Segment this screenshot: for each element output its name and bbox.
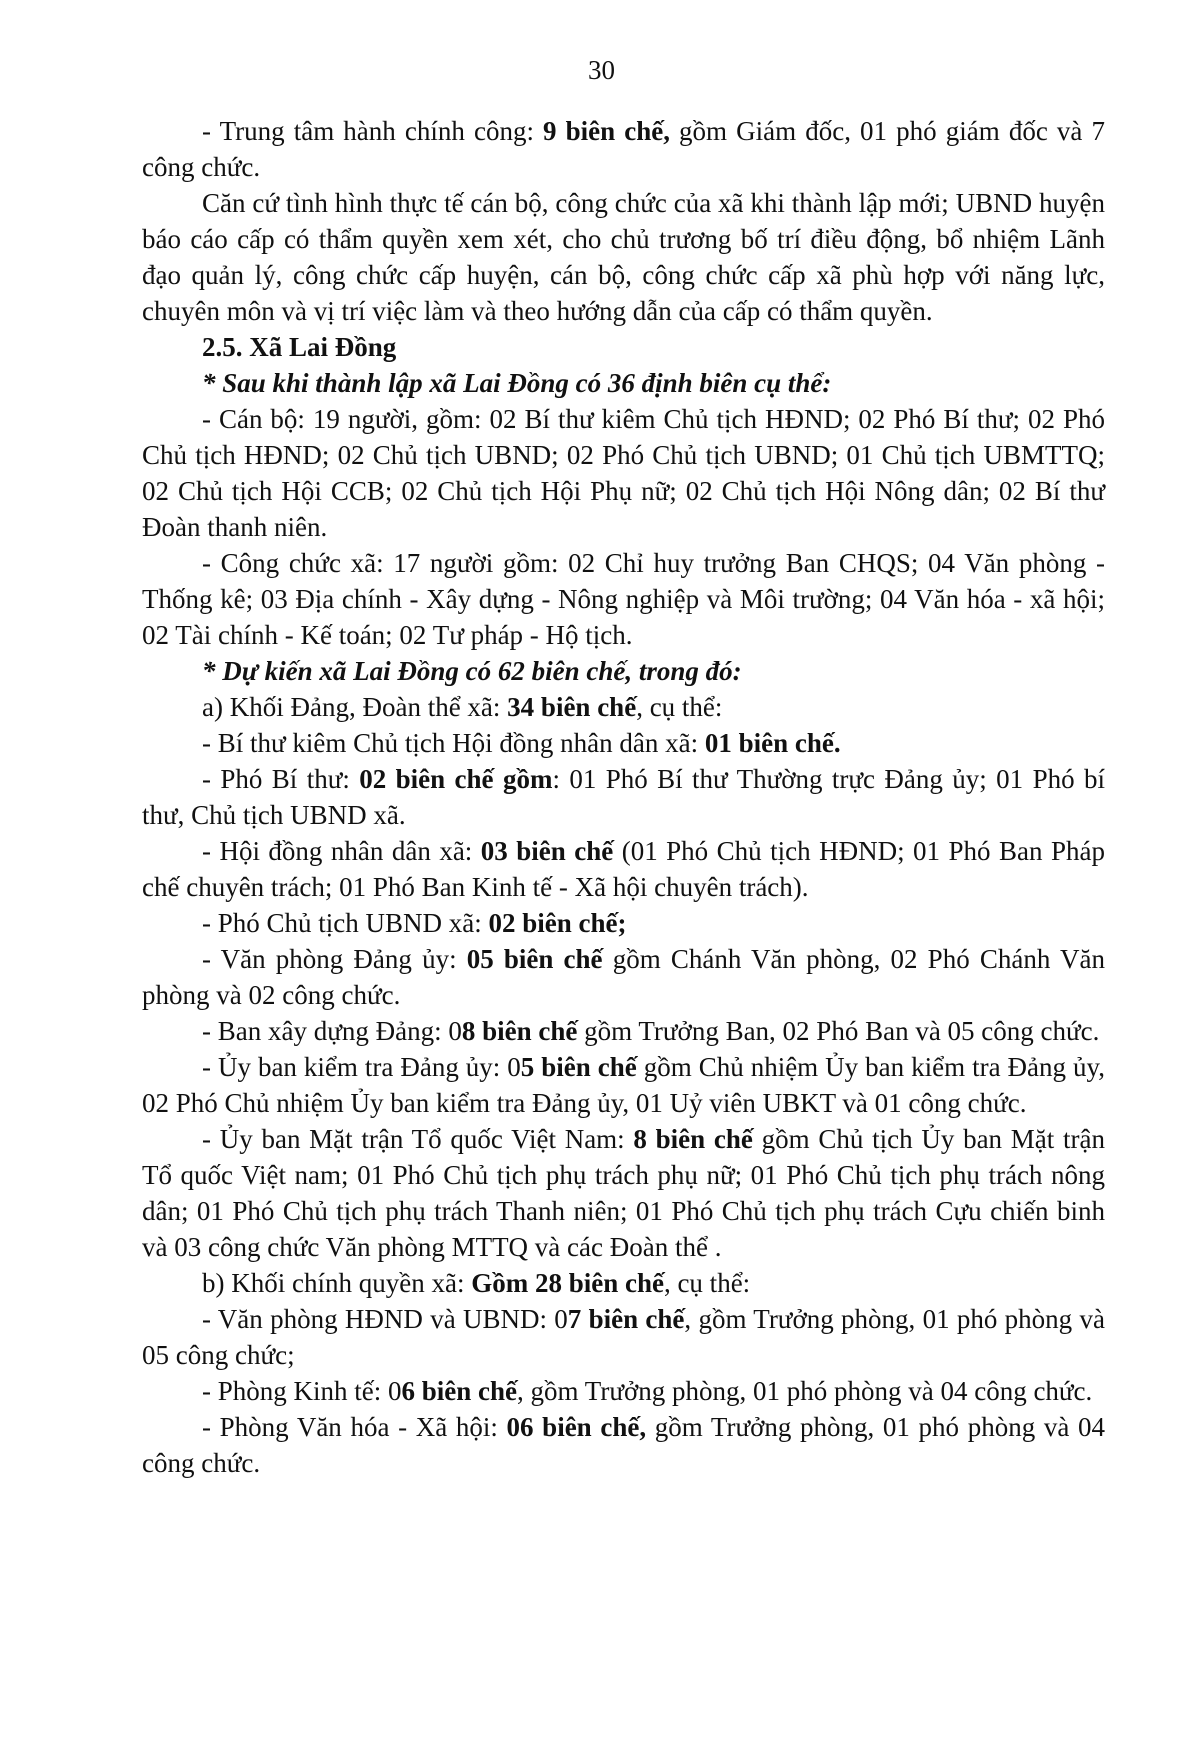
text-run: gồm Chủ nhiệm Ủy ban kiểm tra Đảng ủy, 02 Phó Chủ nhiệm Ủy ban kiểm tra Đảng ủy, 01 Uỷ viên UBKT và 01 công chức. — [142, 1052, 1105, 1118]
document-body — [142, 113, 1105, 1481]
text-run: - Công chức xã: 17 người gồm: 02 Chỉ huy trưởng Ban CHQS; 04 Văn phòng - Thống kê; 03 Địa chính - Xây dựng - Nông nghiệp và Môi trường; 04 Văn hóa - xã hội; 02 Tài chính - Kế toán; 02 Tư pháp - Hộ tịch. — [142, 548, 1105, 650]
text-run: - Hội đồng nhân dân xã: — [202, 836, 481, 866]
paragraph — [142, 1301, 1105, 1373]
text-run: - Phòng Văn hóa - Xã hội: — [202, 1412, 507, 1442]
bold-text-run: 01 biên chế. — [704, 728, 841, 758]
paragraph — [142, 905, 1105, 941]
paragraph — [142, 185, 1105, 329]
paragraph — [142, 833, 1105, 905]
text-run: - Văn phòng Đảng ủy: — [202, 944, 467, 974]
paragraph-group-2 — [142, 401, 1105, 653]
paragraph-group-1 — [142, 113, 1105, 329]
section-heading: 2.5. Xã Lai Đồng — [202, 332, 397, 362]
subheading-staffing-after-establishment: * Sau khi thành lập xã Lai Đồng có 36 định biên cụ thể: — [202, 368, 832, 398]
text-run: Căn cứ tình hình thực tế cán bộ, công chức của xã khi thành lập mới; UBND huyện báo cáo cấp có thẩm quyền xem xét, cho chủ trương bố trí điều động, bổ nhiệm Lãnh đạo quản lý, công chức cấp huyện, cán bộ, công chức cấp xã phù hợp với năng lực, chuyên môn và vị trí việc làm và theo hướng dẫn của cấp có thẩm quyền. — [142, 188, 1105, 326]
text-run: , cụ thể: — [636, 692, 723, 722]
text-run: - Ủy ban Mặt trận Tổ quốc Việt Nam: — [202, 1124, 634, 1154]
text-run: b) Khối chính quyền xã: — [202, 1268, 472, 1298]
text-run: : 01 Phó Bí thư Thường trực Đảng ủy; 01 Phó bí thư, Chủ tịch UBND xã. — [142, 764, 1105, 830]
text-run: - Văn phòng HĐND và UBND: 0 — [202, 1304, 568, 1334]
text-run: - Phó Chủ tịch UBND xã: — [202, 908, 489, 938]
bold-text-run: 9 biên chế, — [543, 116, 670, 146]
paragraph — [142, 1049, 1105, 1121]
text-run: a) Khối Đảng, Đoàn thể xã: — [202, 692, 508, 722]
paragraph — [142, 401, 1105, 545]
text-run: - Ban xây dựng Đảng: 0 — [202, 1016, 462, 1046]
bold-text-run: 02 biên chế gồm — [359, 764, 553, 794]
text-run: - Trung tâm hành chính công: — [202, 116, 544, 146]
bold-text-run: Gồm 28 biên chế — [471, 1268, 664, 1298]
text-run: gồm Trưởng Ban, 02 Phó Ban và 05 công chức. — [577, 1016, 1100, 1046]
text-run: gồm Chánh Văn phòng, 02 Phó Chánh Văn phòng và 02 công chức. — [142, 944, 1105, 1010]
text-run: - Phó Bí thư: — [202, 764, 360, 794]
paragraph — [142, 1409, 1105, 1481]
paragraph — [142, 725, 1105, 761]
bold-text-run: 34 biên chế — [507, 692, 637, 722]
paragraph — [142, 761, 1105, 833]
paragraph — [142, 941, 1105, 1013]
paragraph-group-3 — [142, 689, 1105, 1481]
text-run: - Ủy ban kiểm tra Đảng ủy: 0 — [202, 1052, 521, 1082]
text-run: - Bí thư kiêm Chủ tịch Hội đồng nhân dân xã: — [202, 728, 705, 758]
paragraph — [142, 113, 1105, 185]
text-run: , gồm Trưởng phòng, 01 phó phòng và 04 công chức. — [517, 1376, 1093, 1406]
subheading-planned-staffing: * Dự kiến xã Lai Đồng có 62 biên chế, trong đó: — [202, 656, 742, 686]
paragraph — [142, 1013, 1105, 1049]
text-run: (01 Phó Chủ tịch HĐND; 01 Phó Ban Pháp chế chuyên trách; 01 Phó Ban Kinh tế - Xã hội chuyên trách). — [142, 836, 1105, 902]
bold-text-run: 7 biên chế — [567, 1304, 685, 1334]
text-run: gồm Chủ tịch Ủy ban Mặt trận Tổ quốc Việt nam; 01 Phó Chủ tịch phụ trách phụ nữ; 01 Phó Chủ tịch phụ trách nông dân; 01 Phó Chủ tịch phụ trách Thanh niên; 01 Phó Chủ tịch phụ trách Cựu chiến binh và 03 công chức Văn phòng MTTQ và các Đoàn thể . — [142, 1124, 1106, 1262]
text-run: gồm Giám đốc, 01 phó giám đốc và 7 công chức. — [142, 116, 1105, 182]
text-run: , gồm Trưởng phòng, 01 phó phòng và 05 công chức; — [142, 1304, 1105, 1370]
bold-text-run: 6 biên chế — [401, 1376, 518, 1406]
text-run: - Phòng Kinh tế: 0 — [202, 1376, 402, 1406]
text-run: gồm Trưởng phòng, 01 phó phòng và 04 công chức. — [142, 1412, 1105, 1478]
paragraph — [142, 545, 1105, 653]
bold-text-run: 8 biên chế — [633, 1124, 753, 1154]
page-number: 30 — [588, 55, 615, 85]
bold-text-run: 06 biên chế, — [506, 1412, 647, 1442]
bold-text-run: 02 biên chế; — [488, 908, 627, 938]
paragraph — [142, 1121, 1105, 1265]
paragraph — [142, 1265, 1105, 1301]
paragraph — [142, 1373, 1105, 1409]
bold-text-run: 5 biên chế — [520, 1052, 637, 1082]
bold-text-run: 05 biên chế — [466, 944, 603, 974]
bold-text-run: 03 biên chế — [480, 836, 614, 866]
bold-text-run: 8 biên chế — [461, 1016, 578, 1046]
text-run: , cụ thể: — [663, 1268, 751, 1298]
text-run: - Cán bộ: 19 người, gồm: 02 Bí thư kiêm Chủ tịch HĐND; 02 Phó Bí thư; 02 Phó Chủ tịch HĐND; 02 Chủ tịch UBND; 02 Phó Chủ tịch UBND; 01 Chủ tịch UBMTTQ; 02 Chủ tịch Hội CCB; 02 Chủ tịch Hội Phụ nữ; 02 Chủ tịch Hội Nông dân; 02 Bí thư Đoàn thanh niên. — [142, 404, 1105, 542]
paragraph — [142, 689, 1105, 725]
